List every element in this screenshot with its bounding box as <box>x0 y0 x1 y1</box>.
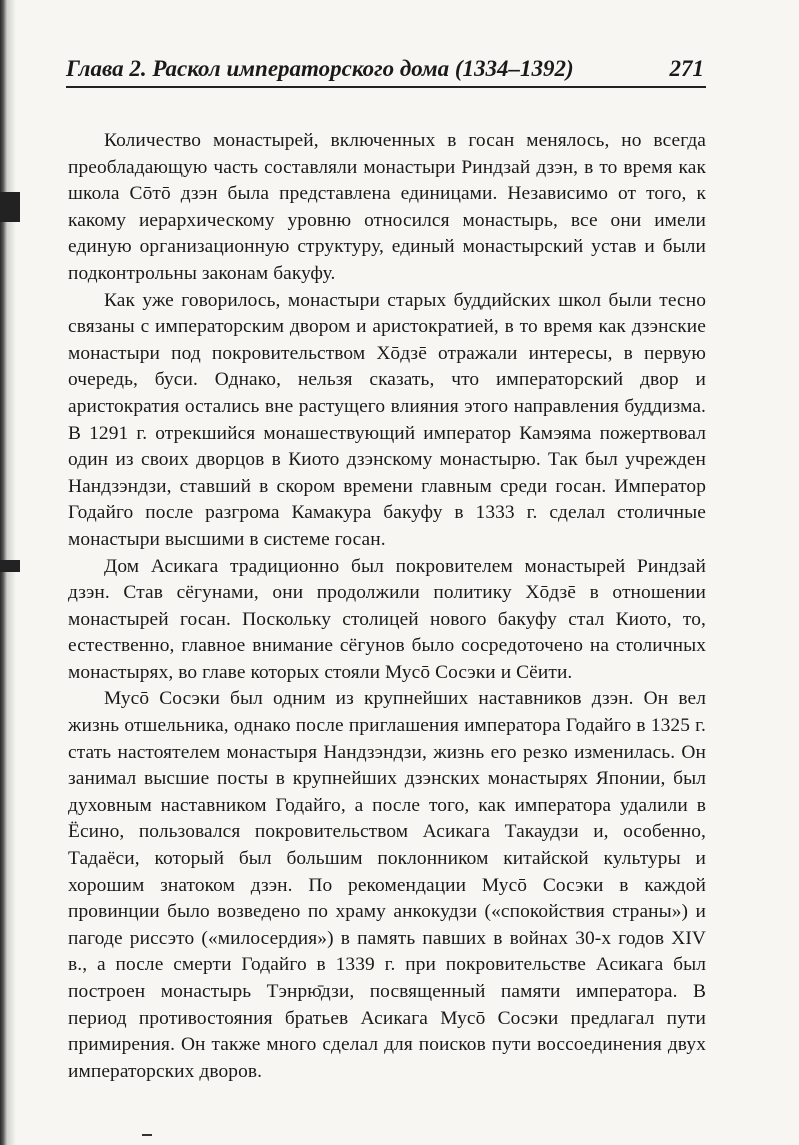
edge-notch <box>0 560 20 572</box>
page-edge-shadow <box>0 0 16 1145</box>
paragraph-1: Количество монастырей, включенных в госан менялось, но всегда преобладающую часть составляли монастыри Риндзай дзэн, в то время как школа Сōтō дзэн была представлена единицами. Независимо от того, к какому иерархическому уровню относился монастырь, все они имели единую организационную структуру, единый монастырский устав и были подконтрольны законам бакуфу. <box>68 130 706 284</box>
paragraph-4: Мусō Сосэки был одним из крупнейших наставников дзэн. Он вел жизнь отшельника, однако после приглашения императора Годайго в 1325 г. стать настоятелем монастыря Нандзэндзи, жизнь его резко изменилась. Он занимал высшие посты в крупнейших дзэнских монастырях Японии, был духовным наставником Годайго, а после того, как императора удалили в Ёсино, пользовался покровительством Асикага Такаудзи и, особенно, Тадаёси, который был большим поклонником китайской культуры и хорошим знатоком дзэн. По рекомендации Мусō Сосэки в каждой провинции было возведено по храму анкокудзи («спокойствия страны») и пагоде риссэто («милосердия») в память павших в войнах 30-х годов XIV в., а после смерти Годайго в 1339 г. при покровительстве Асикага был построен монастырь Тэнрю̄дзи, посвященный памяти императора. В период противостояния братьев Асикага Мусō Сосэки предлагал пути примирения. Он также много сделал для поисков пути воссоединения двух императорских дворов. <box>68 688 706 1082</box>
paragraph-2: Как уже говорилось, монастыри старых буддийских школ были тесно связаны с императорским двором и аристократией, в то время как дзэнские монастыри под покровительством Хōдзē отражали интересы, в первую очередь, буси. Однако, нельзя сказать, что императорский двор и аристократия остались вне растущего влияния этого направления буддизма. В 1291 г. отрекшийся монашествующий император Камэяма пожертвовал один из своих дворцов в Киото дзэнскому монастырю. Так был учрежден Нандзэндзи, ставший в скором времени главным среди госан. Император Годайго после разгрома Камакура бакуфу в 1333 г. сделал столичные монастыри высшими в системе госан. <box>68 289 706 550</box>
footer-mark <box>142 1134 152 1136</box>
edge-notch <box>0 192 20 222</box>
paragraph-3: Дом Асикага традиционно был покровителем монастырей Риндзай дзэн. Став сёгунами, они продолжили политику Хōдзē в отношении монастырей госан. Поскольку столицей нового бакуфу стал Киото, то, естественно, главное внимание сёгунов было сосредоточено на столичных монастырях, во главе которых стояли Мусō Сосэки и Сёити. <box>68 555 706 683</box>
page-number: 271 <box>669 56 704 81</box>
chapter-title: Глава 2. Раскол императорского дома (1334–1392) <box>66 56 574 81</box>
page-body <box>66 128 706 1085</box>
running-header <box>66 52 706 88</box>
book-page <box>66 52 706 1085</box>
